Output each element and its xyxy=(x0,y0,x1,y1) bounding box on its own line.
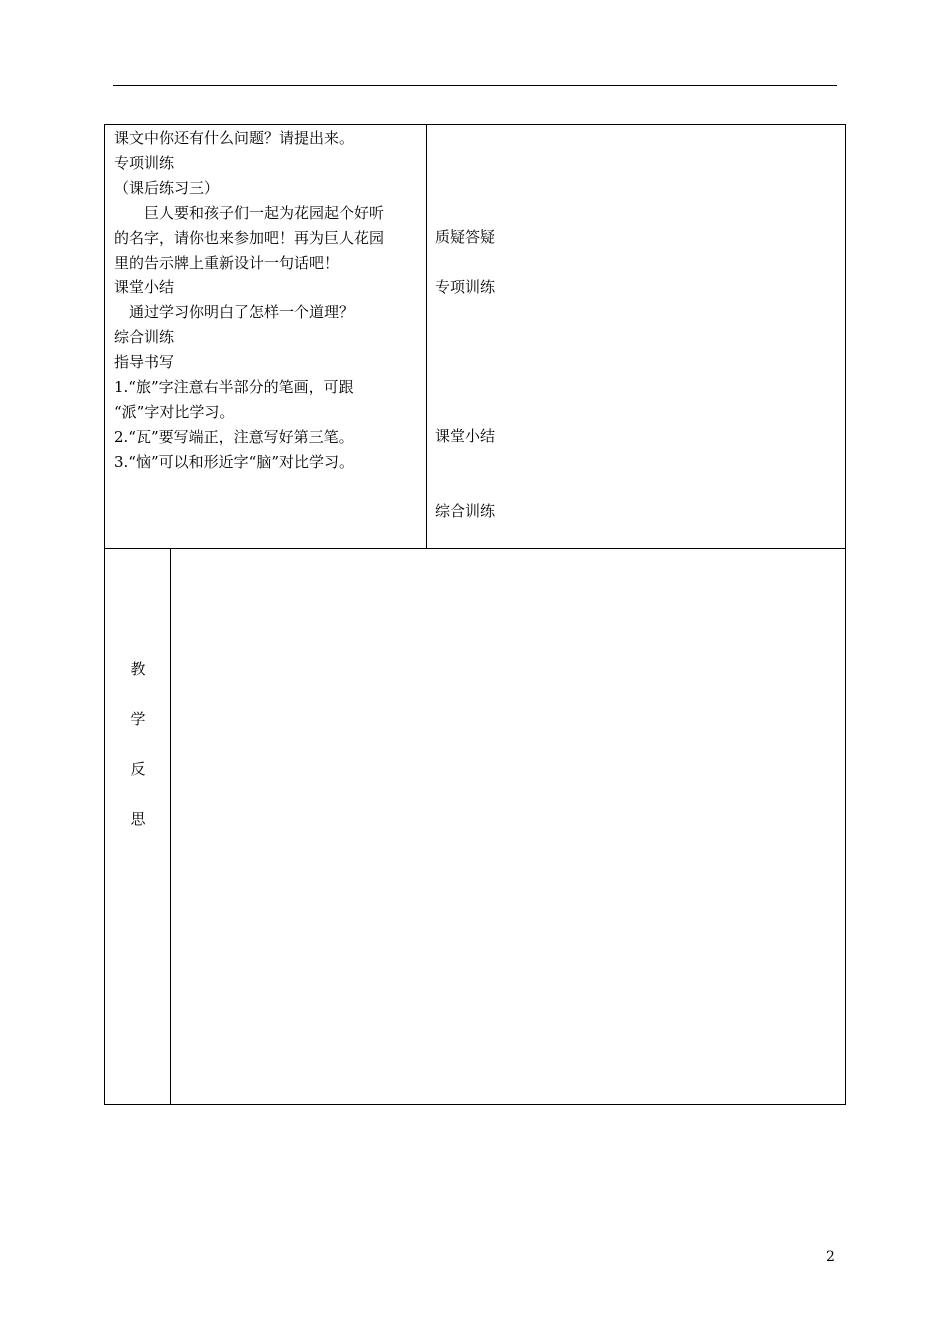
writing-item-3: 3.“恼”可以和形近字“脑”对比学习。 xyxy=(114,453,354,471)
reflection-char-3: 反 xyxy=(130,760,146,778)
lesson-plan-table xyxy=(104,124,846,549)
reflection-char-1: 教 xyxy=(130,660,146,678)
task-line-3: 里的告示牌上重新设计一句话吧！ xyxy=(114,254,340,272)
column-divider xyxy=(426,125,427,548)
task-line-2: 的名字，请你也来参加吧！再为巨人花园 xyxy=(114,229,385,247)
writing-item-2: 2.“瓦”要写端正，注意写好第三笔。 xyxy=(114,428,354,446)
page-number: 2 xyxy=(826,1249,835,1265)
writing-heading: 指导书写 xyxy=(114,353,175,371)
summary-heading: 课堂小结 xyxy=(114,278,175,296)
writing-item-1-line-2: “派”字对比学习。 xyxy=(114,403,235,421)
writing-item-1-line-1: 1.“旅”字注意右半部分的笔画，可跟 xyxy=(114,378,354,396)
special-heading: 专项训练 xyxy=(114,154,175,172)
task-line-1: 巨人要和孩子们一起为花园起个好听 xyxy=(114,204,385,222)
comprehensive-heading: 综合训练 xyxy=(114,328,175,346)
label-qa: 质疑答疑 xyxy=(435,228,496,246)
header-rule xyxy=(113,85,837,86)
question-line: 课文中你还有什么问题？请提出来。 xyxy=(114,129,355,147)
label-summary: 课堂小结 xyxy=(435,427,496,445)
label-special: 专项训练 xyxy=(435,278,496,296)
reflection-char-2: 学 xyxy=(130,710,146,728)
summary-text: 通过学习你明白了怎样一个道理？ xyxy=(114,303,355,321)
teaching-reflection-table xyxy=(104,548,846,1105)
reflection-char-4: 思 xyxy=(130,810,146,828)
label-comprehensive: 综合训练 xyxy=(435,502,496,520)
special-subheading: （课后练习三） xyxy=(114,179,220,197)
